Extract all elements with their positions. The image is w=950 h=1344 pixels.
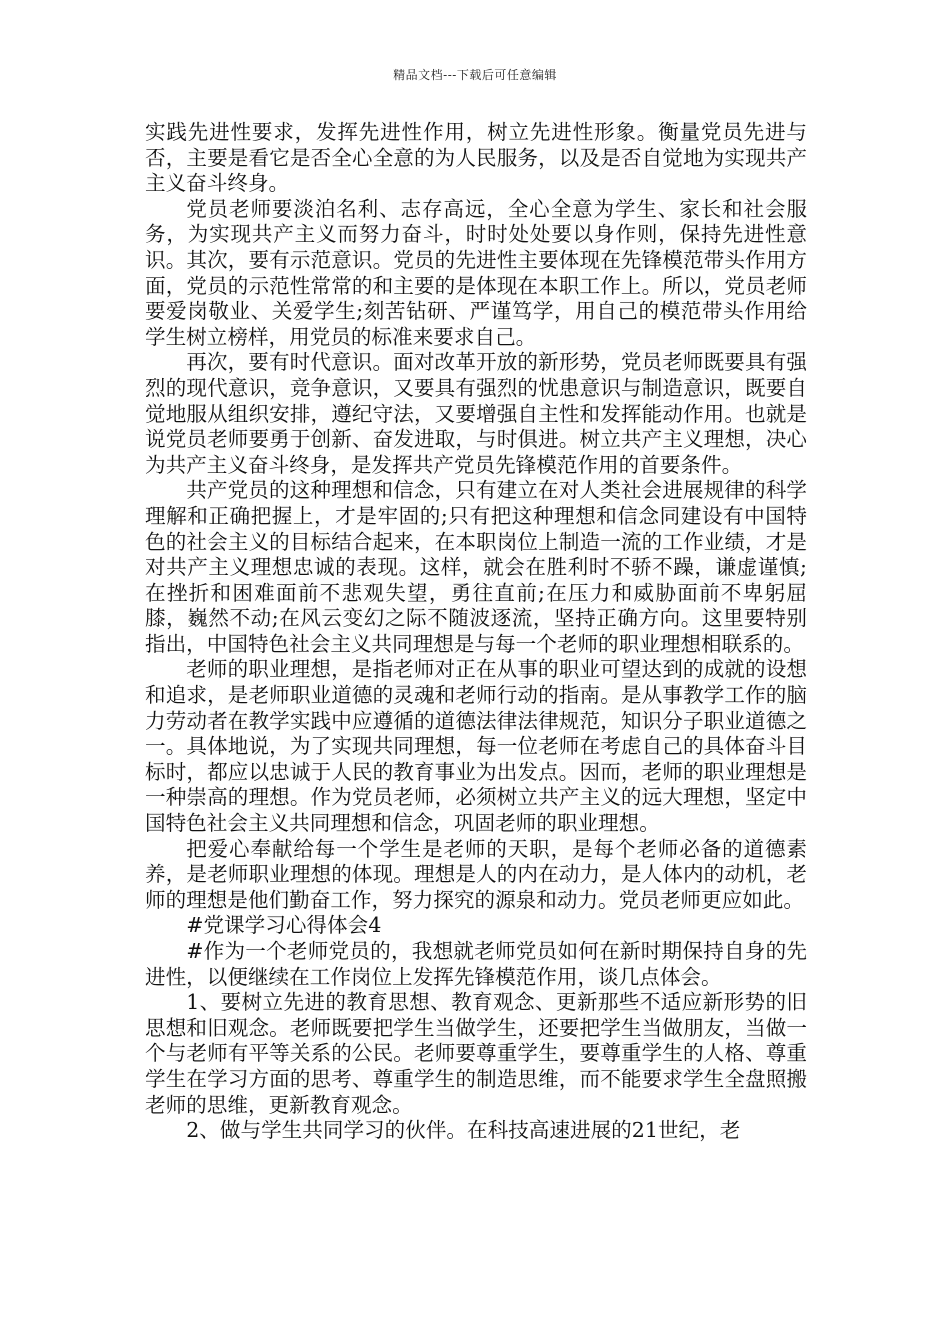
paragraph-3: 再次，要有时代意识。面对改革开放的新形势，党员老师既要具有强烈的现代意识，竞争意识，又要具有强烈的忧患意识与制造意识，既要自觉地服从组织安排，遵纪守法，又要增强自主性和发挥能动作用。也就是说党员老师要勇于创新、奋发进取，与时俱进。树立共产主义理想，决心为共产主义奋斗终身，是发挥共产党员先锋模范作用的首要条件。 bbox=[145, 350, 807, 477]
paragraph-1: 实践先进性要求，发挥先进性作用，树立先进性形象。衡量党员先进与否，主要是看它是否全心全意的为人民服务，以及是否自觉地为实现共产主义奋斗终身。 bbox=[145, 120, 807, 196]
paragraph-8: 1、要树立先进的教育思想、教育观念、更新那些不适应新形势的旧思想和旧观念。老师既要把学生当做学生，还要把学生当做朋友，当做一个与老师有平等关系的公民。老师要尊重学生，要尊重学生的人格、尊重学生在学习方面的思考、尊重学生的制造思维，而不能要求学生全盘照搬老师的思维，更新教育观念。 bbox=[145, 990, 807, 1117]
paragraph-9: 2、做与学生共同学习的伙伴。在科技高速进展的21世纪，老 bbox=[186, 1118, 741, 1143]
document-body bbox=[145, 120, 807, 1144]
paragraph-4: 共产党员的这种理想和信念，只有建立在对人类社会进展规律的科学理解和正确把握上，才是牢固的;只有把这种理想和信念同建设有中国特色的社会主义的目标结合起来，在本职岗位上制造一流的工作业绩，才是对共产主义理想忠诚的表现。这样，就会在胜利时不骄不躁，谦虚谨慎;在挫折和困难面前不悲观失望，勇往直前;在压力和威胁面前不卑躬屈膝，巍然不动;在风云变幻之际不随波逐流，坚持正确方向。这里要特别指出，中国特色社会主义共同理想是与每一个老师的职业理想相联系的。 bbox=[145, 478, 807, 656]
paragraph-2: 党员老师要淡泊名利、志存高远，全心全意为学生、家长和社会服务，为实现共产主义而努力奋斗，时时处处要以身作则，保持先进性意识。其次，要有示范意识。党员的先进性主要体现在先锋模范带头作用方面，党员的示范性常常的和主要的是体现在本职工作上。所以，党员老师要爱岗敬业、关爱学生;刻苦钻研、严谨笃学，用自己的模范带头作用给学生树立榜样，用党员的标准来要求自己。 bbox=[145, 196, 807, 349]
section-heading: #党课学习心得体会4 bbox=[186, 913, 382, 938]
paragraph-6: 把爱心奉献给每一个学生是老师的天职，是每个老师必备的道德素养，是老师职业理想的体现。理想是人的内在动力，是人体内的动机，老师的理想是他们勤奋工作，努力探究的源泉和动力。党员老师更应如此。 bbox=[145, 836, 807, 912]
page-header-note: 精品文档---下载后可任意编辑 bbox=[393, 68, 557, 82]
paragraph-5: 老师的职业理想，是指老师对正在从事的职业可望达到的成就的设想和追求，是老师职业道德的灵魂和老师行动的指南。是从事教学工作的脑力劳动者在教学实践中应遵循的道德法律法律规范，知识分子职业道德之一。具体地说，为了实现共同理想，每一位老师在考虑自己的具体奋斗目标时，都应以忠诚于人民的教育事业为出发点。因而，老师的职业理想是一种崇高的理想。作为党员老师，必须树立共产主义的远大理想，坚定中国特色社会主义共同理想和信念，巩固老师的职业理想。 bbox=[145, 657, 807, 836]
paragraph-7: #作为一个老师党员的，我想就老师党员如何在新时期保持自身的先进性，以便继续在工作岗位上发挥先锋模范作用，谈几点体会。 bbox=[145, 939, 807, 989]
